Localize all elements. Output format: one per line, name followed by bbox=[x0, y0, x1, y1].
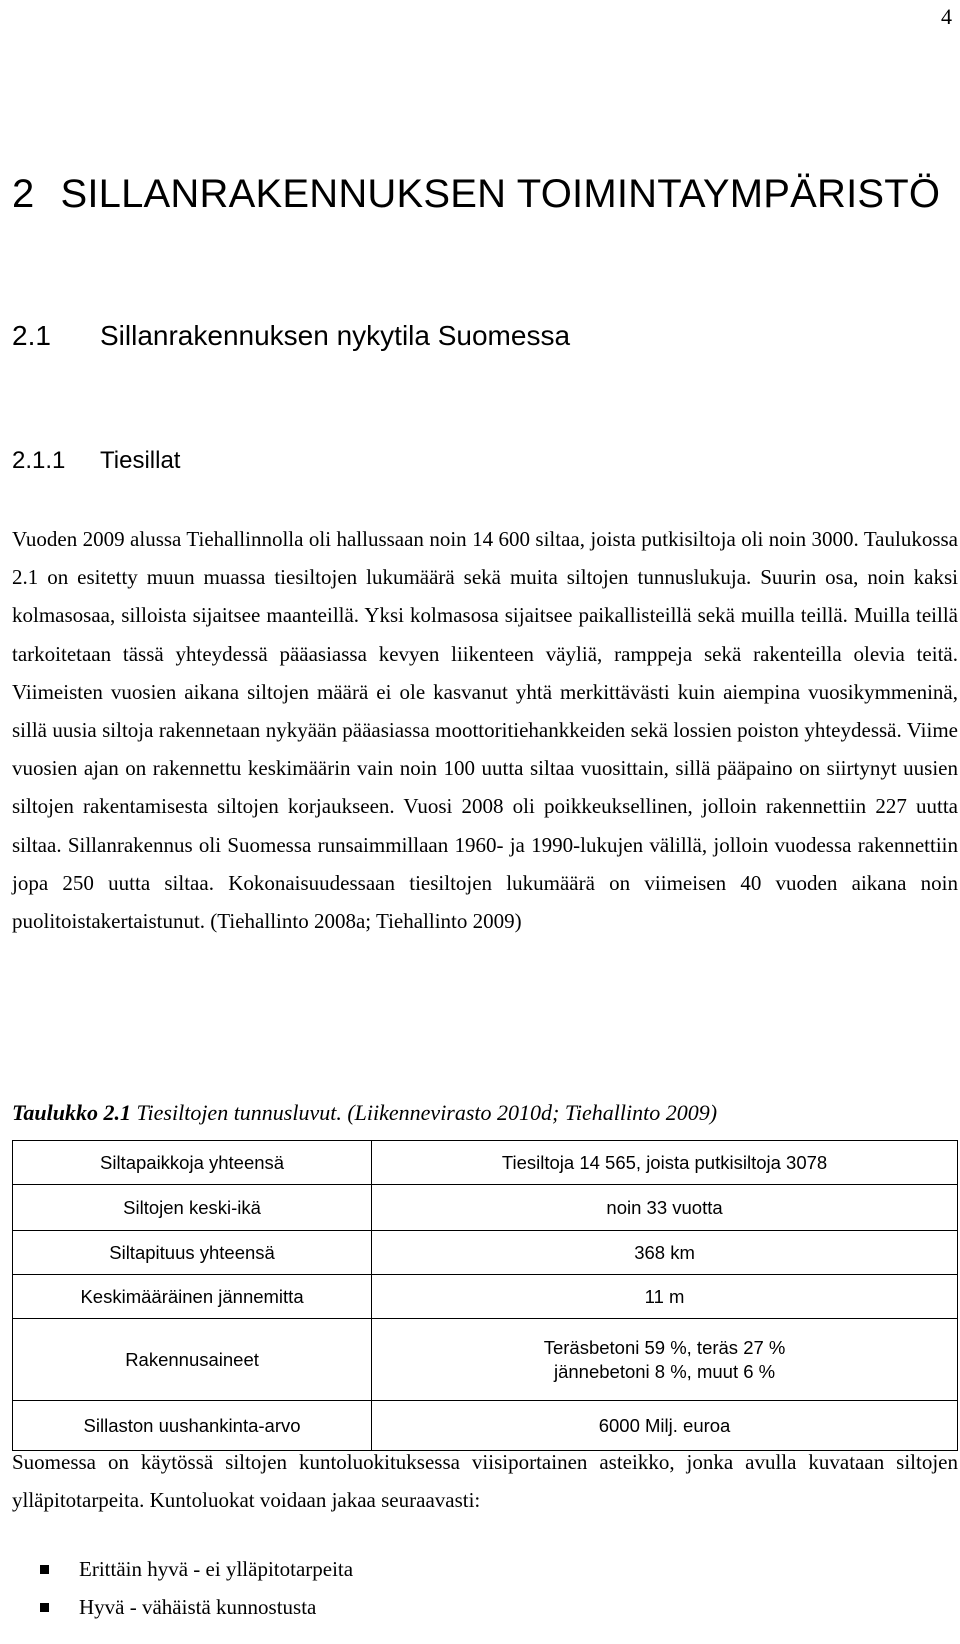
table-caption-text: Tiesiltojen tunnusluvut. (Liikennevirasto 2010d; Tiehallinto 2009) bbox=[131, 1100, 718, 1125]
table-cell-label: Siltapituus yhteensä bbox=[13, 1231, 372, 1275]
body-paragraph: Vuoden 2009 alussa Tiehallinnolla oli hallussaan noin 14 600 siltaa, joista putkisiltoja oli noin 3000. Taulukossa 2.1 on esitetty muun muassa tiesiltojen lukumäärä sekä muita siltojen tunnuslukuja. Suurin osa, noin kaksi kolmasosaa, silloista sijaitsee maanteillä. Yksi kolmasosa sijaitsee paikallisteillä sekä muilla teillä. Muilla teillä tarkoitetaan tässä yhteydessä pääasiassa kevyen liikenteen väyliä, ramppeja sekä rakenteilla olevia teitä. Viimeisten vuosien aikana siltojen määrä ei ole kasvanut yhtä merkittävästi kuin aiempina vuosikymmeninä, sillä uusia siltoja rakennetaan nykyään pääasiassa moottoritiehankkeiden sekä lossien poiston yhteydessä. Viime vuosien ajan on rakennettu keskimäärin vain noin 100 uutta siltaa vuosittain, sillä pääpaino on siirtynyt uusien siltojen rakentamisesta siltojen korjaukseen. Vuosi 2008 oli poikkeuksellinen, jolloin rakennettiin 227 uutta siltaa. Sillanrakennus oli Suomessa runsaimmillaan 1960- ja 1990-lukujen välillä, jolloin vuodessa rakennettiin jopa 250 uutta siltaa. Kokonaisuudessaan tiesiltojen lukumäärä on viimeisen 40 vuoden aikana noin puolitoistakertaistunut. (Tiehallinto 2008a; Tiehallinto 2009) bbox=[12, 527, 958, 934]
table-cell-label: Siltapaikkoja yhteensä bbox=[13, 1141, 372, 1185]
condition-class-paragraph bbox=[12, 1443, 958, 1519]
bridge-statistics-table bbox=[12, 1140, 958, 1451]
table-cell-value: 11 m bbox=[372, 1275, 958, 1319]
section-heading bbox=[12, 320, 570, 352]
subsection-heading bbox=[12, 447, 180, 475]
table-row bbox=[13, 1231, 958, 1275]
table-caption-label: Taulukko 2.1 bbox=[12, 1100, 132, 1125]
square-bullet-icon bbox=[40, 1603, 49, 1612]
table-caption bbox=[12, 1100, 717, 1126]
condition-class-list bbox=[40, 1550, 353, 1626]
table-cell-label: Sillaston uushankinta-arvo bbox=[13, 1401, 372, 1451]
table-cell-value-line: Teräsbetoni 59 %, teräs 27 % bbox=[543, 1336, 786, 1358]
square-bullet-icon bbox=[40, 1565, 49, 1574]
table-row bbox=[13, 1319, 958, 1401]
list-item bbox=[40, 1550, 353, 1588]
table-cell-value: 6000 Milj. euroa bbox=[372, 1401, 958, 1451]
table-cell-value: noin 33 vuotta bbox=[372, 1185, 958, 1231]
table-row bbox=[13, 1185, 958, 1231]
chapter-heading bbox=[12, 172, 940, 217]
section-number: 2.1 bbox=[12, 320, 51, 351]
table-cell-label: Keskimääräinen jännemitta bbox=[13, 1275, 372, 1319]
section-title: Sillanrakennuksen nykytila Suomessa bbox=[100, 320, 571, 351]
list-item-text: Erittäin hyvä - ei ylläpitotarpeita bbox=[79, 1557, 354, 1581]
table-row bbox=[13, 1141, 958, 1185]
body-text bbox=[12, 520, 958, 940]
table-cell-label: Rakennusaineet bbox=[13, 1319, 372, 1401]
table-cell-value: 368 km bbox=[372, 1231, 958, 1275]
table-cell-value-line: jännebetoni 8 %, muut 6 % bbox=[553, 1360, 776, 1382]
list-item bbox=[40, 1588, 353, 1626]
list-item-text: Hyvä - vähäistä kunnostusta bbox=[79, 1595, 317, 1619]
table-cell-label: Siltojen keski-ikä bbox=[13, 1185, 372, 1231]
after-paragraph: Suomessa on käytössä siltojen kuntoluokituksessa viisiportainen asteikko, jonka avulla kuvataan siltojen ylläpitotarpeita. Kuntoluokat voidaan jakaa seuraavasti: bbox=[12, 1450, 958, 1513]
page-number: 4 bbox=[941, 4, 952, 29]
table-cell-value: Tiesiltoja 14 565, joista putkisiltoja 3078 bbox=[372, 1141, 958, 1185]
table-row bbox=[13, 1275, 958, 1319]
subsection-title: Tiesillat bbox=[100, 447, 181, 474]
subsection-number: 2.1.1 bbox=[12, 447, 66, 474]
chapter-title: SILLANRAKENNUKSEN TOIMINTAYMPÄRISTÖ bbox=[60, 172, 941, 216]
table-cell-value bbox=[372, 1319, 958, 1401]
chapter-number: 2 bbox=[12, 172, 35, 216]
